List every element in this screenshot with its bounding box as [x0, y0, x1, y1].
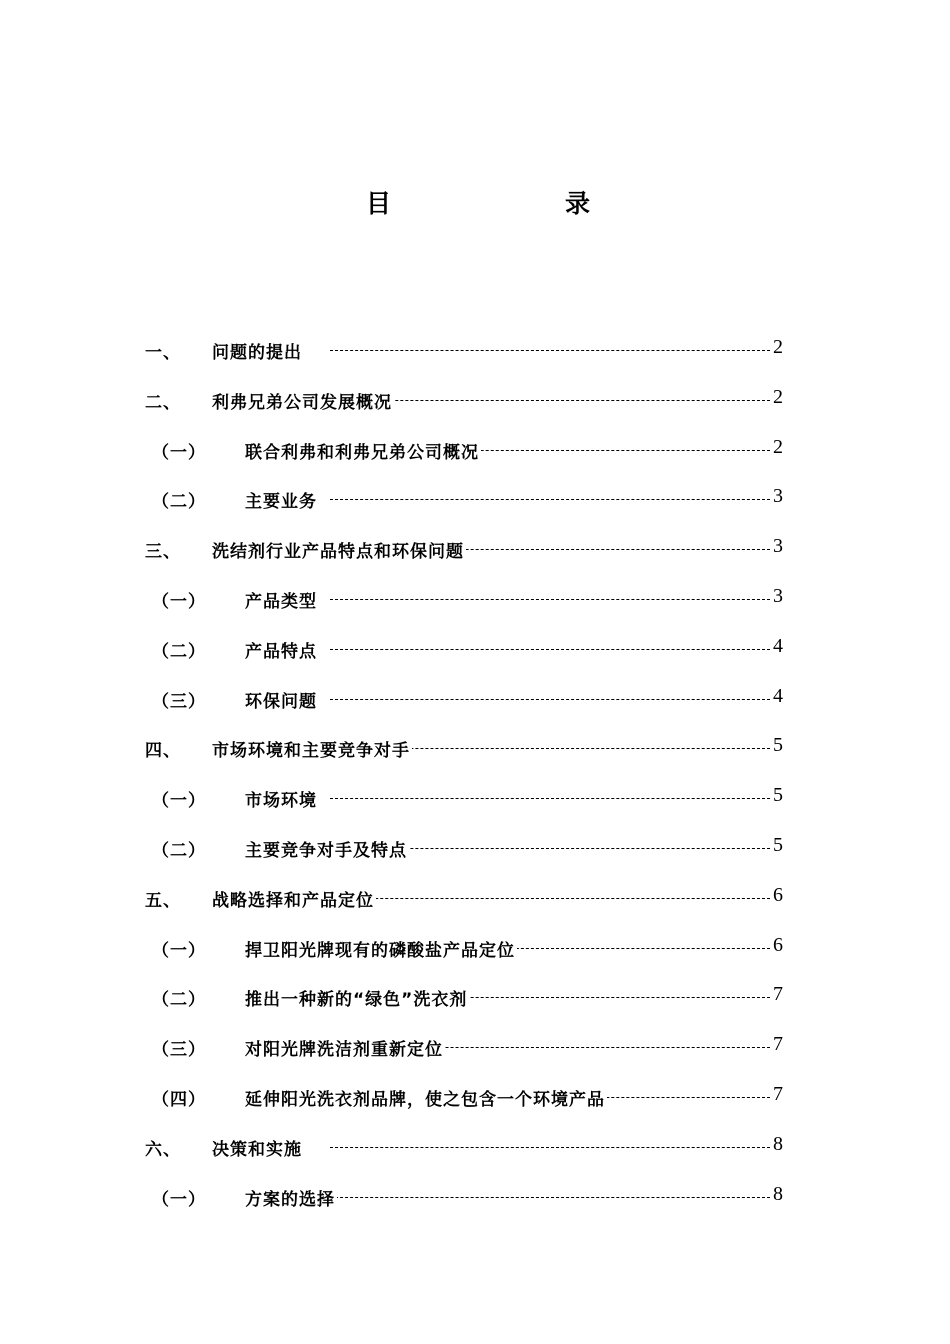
- toc-entry-number: （四）: [152, 1090, 206, 1110]
- toc-page-number: 5: [773, 834, 784, 856]
- toc-entry-number: 二、: [145, 392, 181, 413]
- toc-entry-title: 市场环境和主要竞争对手: [212, 736, 412, 761]
- toc-entry-number: （二）: [152, 641, 206, 662]
- toc-entry-title: 捍卫阳光牌现有的磷酸盐产品定位: [245, 936, 517, 961]
- toc-entry[interactable]: [0, 584, 950, 614]
- toc-entry[interactable]: [0, 883, 950, 913]
- toc-entry-number: （二）: [152, 990, 206, 1011]
- toc-page-number: 6: [773, 883, 784, 906]
- toc-entry[interactable]: [0, 1082, 950, 1112]
- toc-entry-number: 一、: [145, 343, 181, 363]
- toc-leader-line: [330, 350, 770, 351]
- toc-entry[interactable]: [0, 435, 950, 465]
- toc-entry-title: 对阳光牌洗洁剂重新定位: [245, 1035, 445, 1060]
- toc-entry-title: 延伸阳光洗衣剂品牌，使之包含一个环境产品: [245, 1085, 607, 1110]
- toc-entry-title: 利弗兄弟公司发展概况: [212, 388, 394, 413]
- toc-title-char-2: 录: [564, 189, 590, 218]
- toc-entry[interactable]: [0, 484, 950, 514]
- toc-entry-title: 联合利弗和利弗兄弟公司概况: [245, 438, 481, 463]
- toc-page-number: 2: [773, 435, 784, 458]
- toc-page-number: 4: [773, 634, 784, 657]
- toc-entry-number: （二）: [152, 841, 206, 861]
- toc-entry-title: 环保问题: [245, 687, 319, 712]
- toc-entry[interactable]: [0, 1032, 950, 1062]
- toc-entry-title: 推出一种新的“绿色”洗衣剂: [245, 985, 469, 1010]
- toc-leader-line: [330, 599, 770, 600]
- toc-entry-title: 主要竞争对手及特点: [245, 836, 409, 861]
- toc-entry-title: 战略选择和产品定位: [212, 886, 376, 911]
- toc-leader-line: [330, 898, 770, 899]
- toc-leader-line: [330, 400, 770, 401]
- toc-entry-number: 五、: [145, 890, 181, 911]
- toc-entry-number: （一）: [152, 442, 206, 463]
- toc-entry[interactable]: [0, 534, 950, 564]
- toc-entry-title: 产品类型: [245, 587, 319, 612]
- toc-entry[interactable]: [0, 783, 950, 813]
- toc-title-char-1: 目: [366, 189, 392, 218]
- toc-leader-line: [330, 1147, 770, 1148]
- toc-entry[interactable]: [0, 684, 950, 714]
- toc-entry-title: 方案的选择: [245, 1185, 337, 1210]
- toc-entry-number: 四、: [145, 741, 181, 762]
- toc-entry-number: （三）: [152, 691, 206, 712]
- toc-entry[interactable]: [0, 385, 950, 415]
- toc-entry-title: 洗结剂行业产品特点和环保问题: [212, 537, 466, 562]
- toc-entry[interactable]: [0, 733, 950, 763]
- toc-leader-line: [330, 499, 770, 500]
- toc-entry-title: 主要业务: [245, 487, 319, 512]
- toc-entry-title: 问题的提出: [212, 338, 304, 363]
- toc-page-number: 3: [773, 585, 784, 607]
- toc-leader-line: [330, 699, 770, 700]
- toc-entry[interactable]: [0, 982, 950, 1012]
- toc-entry[interactable]: [0, 335, 950, 365]
- toc-page-number: 5: [773, 734, 784, 757]
- toc-leader-line: [330, 798, 770, 799]
- toc-entry-number: （二）: [152, 492, 206, 513]
- toc-entry-title: 市场环境: [245, 786, 319, 811]
- toc-title: [366, 184, 590, 224]
- toc-entry[interactable]: [0, 634, 950, 664]
- toc-page-number: 7: [773, 1033, 784, 1056]
- toc-entry-number: （一）: [152, 592, 206, 612]
- toc-entry[interactable]: [0, 933, 950, 963]
- toc-page-number: 5: [773, 784, 784, 807]
- toc-entry-number: （一）: [152, 791, 206, 812]
- toc-leader-line: [330, 1197, 770, 1198]
- toc-page-number: 6: [773, 933, 784, 956]
- toc-page-number: 4: [773, 684, 784, 707]
- toc-entry-number: （一）: [152, 1189, 206, 1210]
- toc-page-number: 3: [773, 535, 784, 558]
- toc-entry[interactable]: [0, 1132, 950, 1162]
- toc-entry-title: 决策和实施: [212, 1135, 304, 1160]
- toc-page-number: 7: [773, 983, 784, 1006]
- toc-page-number: 2: [773, 385, 784, 408]
- toc-entry-number: 三、: [145, 542, 181, 563]
- toc-entry-number: （一）: [152, 940, 206, 961]
- toc-page-number: 3: [773, 485, 784, 508]
- toc-entry-title: 产品特点: [245, 637, 319, 662]
- toc-page-number: 7: [773, 1083, 784, 1105]
- toc-leader-line: [330, 649, 770, 650]
- toc-page-number: 8: [773, 1182, 784, 1205]
- toc-page-number: 8: [773, 1132, 784, 1155]
- toc-entry[interactable]: [0, 833, 950, 863]
- toc-entry-number: （三）: [152, 1040, 206, 1061]
- toc-entry[interactable]: [0, 1182, 950, 1212]
- toc-entry-number: 六、: [145, 1139, 181, 1160]
- toc-page-number: 2: [773, 336, 784, 358]
